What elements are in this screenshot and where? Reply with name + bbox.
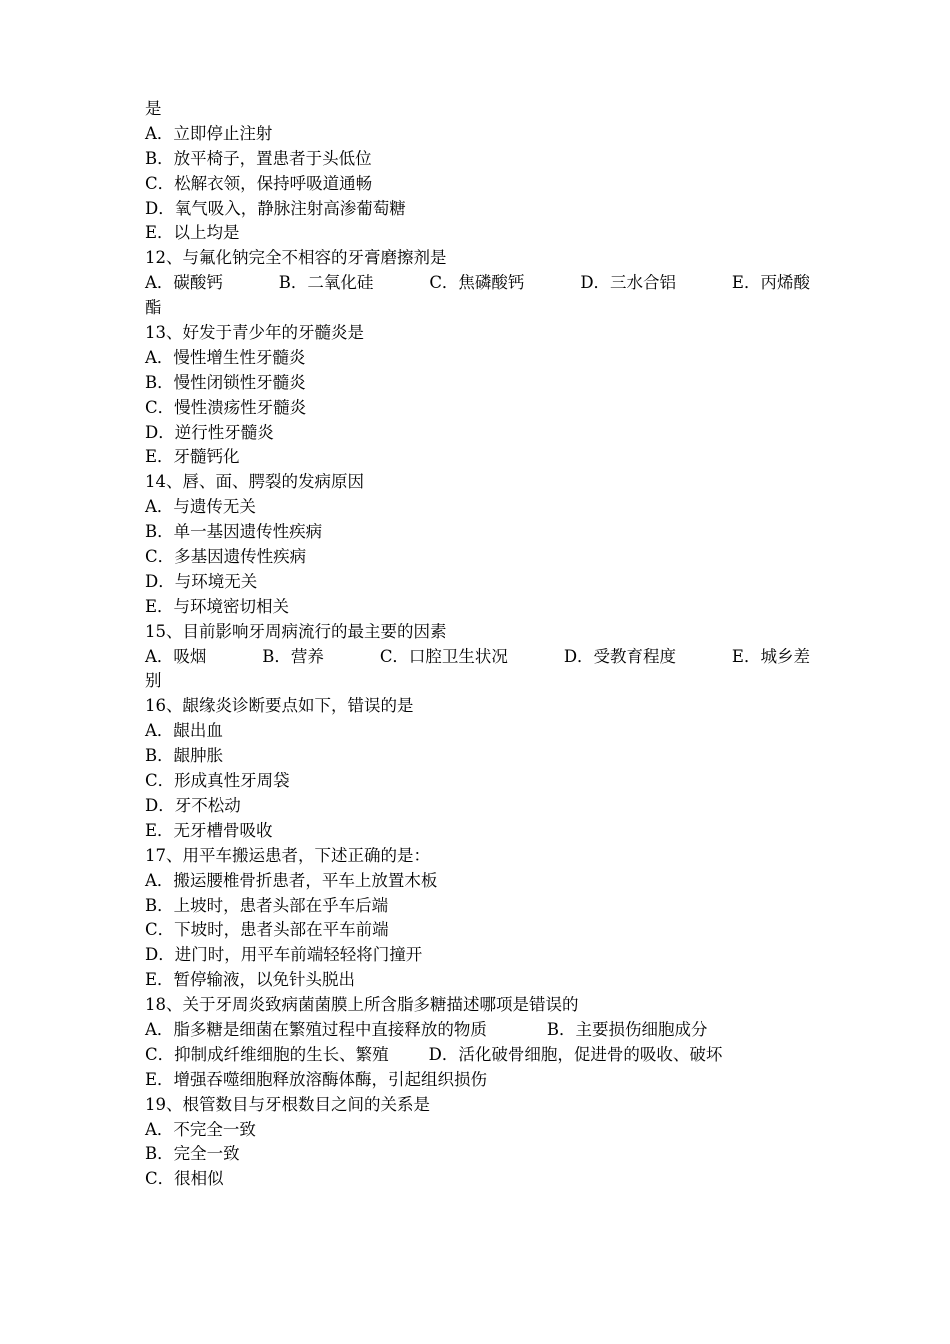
option-e: E．增强吞噬细胞释放溶酶体酶，引起组织损伤 bbox=[145, 1069, 488, 1089]
option-e: E．暂停输液，以免针头脱出 bbox=[145, 970, 356, 990]
option-c: C．下坡时，患者头部在平车前端 bbox=[145, 920, 389, 940]
option-e: E．牙髓钙化 bbox=[145, 447, 240, 467]
option-b: B．龈肿胀 bbox=[145, 746, 224, 766]
option-c: C．很相似 bbox=[145, 1169, 224, 1189]
question-18: 18、关于牙周炎致病菌菌膜上所含脂多糖描述哪项是错误的 bbox=[145, 995, 579, 1015]
question-15-options bbox=[145, 645, 810, 670]
option-a: A．吸烟 bbox=[145, 646, 207, 666]
question-15: 15、目前影响牙周病流行的最主要的因素 bbox=[145, 621, 447, 641]
option-e: E．与环境密切相关 bbox=[145, 596, 290, 616]
option-d: D．活化破骨细胞，促进骨的吸收、破坏 bbox=[428, 1044, 723, 1064]
option-wrap: 酯 bbox=[145, 298, 162, 318]
document-page bbox=[145, 97, 810, 1192]
question-17: 17、用平车搬运患者，下述正确的是： bbox=[145, 845, 430, 865]
question-14: 14、唇、面、腭裂的发病原因 bbox=[145, 472, 364, 492]
option-d: D．氧气吸入，静脉注射高渗葡萄糖 bbox=[145, 198, 406, 218]
question-16: 16、龈缘炎诊断要点如下，错误的是 bbox=[145, 696, 414, 716]
option-b: B．营养 bbox=[262, 646, 324, 666]
option-a: A．立即停止注射 bbox=[145, 123, 273, 143]
option-c: C．形成真性牙周袋 bbox=[145, 771, 290, 791]
question-12: 12、与氟化钠完全不相容的牙膏磨擦剂是 bbox=[145, 248, 447, 268]
option-a: A．碳酸钙 bbox=[145, 273, 223, 293]
option-c: C．焦磷酸钙 bbox=[429, 273, 525, 293]
option-b: B．主要损伤细胞成分 bbox=[546, 1019, 708, 1039]
option-e: E．丙烯酸 bbox=[731, 273, 810, 293]
option-d: D．进门时，用平车前端轻轻将门撞开 bbox=[145, 945, 423, 965]
option-c: C．多基因遗传性疾病 bbox=[145, 547, 307, 567]
option-c: C．抑制成纤维细胞的生长、繁殖 bbox=[145, 1044, 389, 1064]
option-a: A．慢性增生性牙髓炎 bbox=[145, 347, 306, 367]
option-e: E．以上均是 bbox=[145, 223, 240, 243]
option-a: A．与遗传无关 bbox=[145, 497, 256, 517]
option-wrap: 别 bbox=[145, 671, 162, 691]
question-18-options-row1 bbox=[145, 1018, 810, 1043]
option-c: C．慢性溃疡性牙髓炎 bbox=[145, 397, 307, 417]
question-18-options-row2 bbox=[145, 1043, 810, 1068]
option-a: A．不完全一致 bbox=[145, 1119, 256, 1139]
option-d: D．与环境无关 bbox=[145, 571, 258, 591]
text-line: 是 bbox=[145, 99, 162, 118]
option-e: E．无牙槽骨吸收 bbox=[145, 820, 273, 840]
question-13: 13、好发于青少年的牙髓炎是 bbox=[145, 323, 364, 343]
option-d: D．三水合铝 bbox=[580, 273, 677, 293]
option-b: B．上坡时，患者头部在乎车后端 bbox=[145, 895, 389, 915]
option-b: B．慢性闭锁性牙髓炎 bbox=[145, 372, 306, 392]
option-c: C．口腔卫生状况 bbox=[379, 646, 508, 666]
option-d: D．牙不松动 bbox=[145, 795, 241, 815]
option-b: B．二氧化硅 bbox=[278, 273, 374, 293]
option-a: A．脂多糖是细菌在繁殖过程中直接释放的物质 bbox=[145, 1019, 487, 1039]
option-a: A．龈出血 bbox=[145, 721, 223, 741]
option-d: D．受教育程度 bbox=[563, 646, 677, 666]
option-c: C．松解衣领，保持呼吸道通畅 bbox=[145, 173, 373, 193]
option-e: E．城乡差 bbox=[731, 646, 810, 666]
question-19: 19、根管数目与牙根数目之间的关系是 bbox=[145, 1094, 430, 1114]
option-d: D．逆行性牙髓炎 bbox=[145, 422, 274, 442]
option-a: A．搬运腰椎骨折患者，平车上放置木板 bbox=[145, 870, 438, 890]
option-b: B．放平椅子，置患者于头低位 bbox=[145, 148, 372, 168]
question-12-options bbox=[145, 271, 810, 296]
option-b: B．完全一致 bbox=[145, 1144, 240, 1164]
option-b: B．单一基因遗传性疾病 bbox=[145, 522, 323, 542]
